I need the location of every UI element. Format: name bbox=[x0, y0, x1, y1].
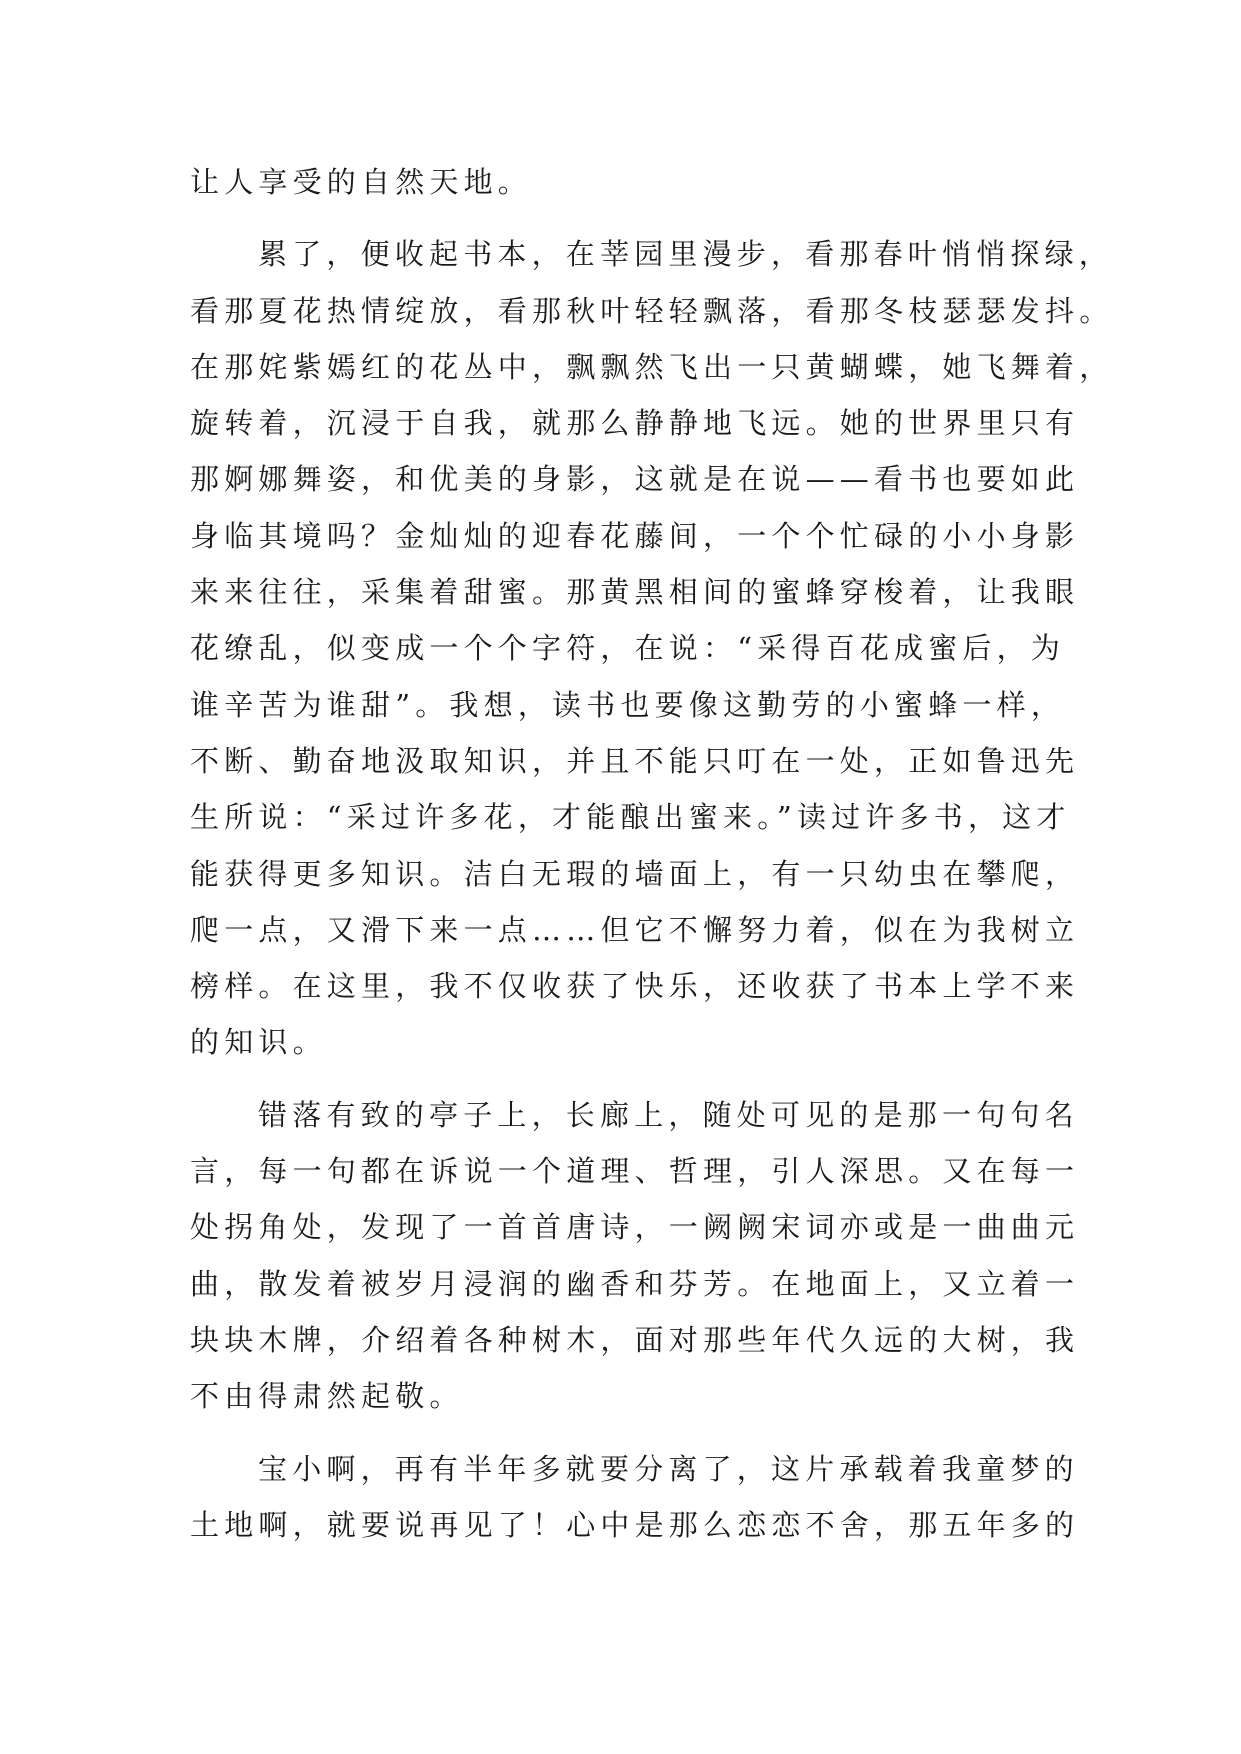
text-line: 花缭乱，似变成一个个字符，在说：“采得百花成蜜后，为 bbox=[190, 631, 1066, 666]
text-line: 谁辛苦为谁甜”。我想，读书也要像这勤劳的小蜜蜂一样， bbox=[190, 687, 1066, 722]
paragraph bbox=[190, 1087, 1080, 1425]
text-line: 榜样。在这里，我不仅收获了快乐，还收获了书本上学不来 bbox=[190, 969, 1080, 1004]
text-line: 爬一点，又滑下来一点……但它不懈努力着，似在为我树立 bbox=[190, 912, 1080, 947]
text-line: 宝小啊，再有半年多就要分离了，这片承载着我童梦的 bbox=[258, 1451, 1079, 1486]
text-line: 看那夏花热情绽放，看那秋叶轻轻飘落，看那冬枝瑟瑟发抖。 bbox=[190, 293, 1114, 328]
text-line: 身临其境吗？金灿灿的迎春花藤间，一个个忙碌的小小身影 bbox=[190, 518, 1080, 553]
text-line: 来来往往，采集着甜蜜。那黄黑相间的蜜蜂穿梭着，让我眼 bbox=[190, 575, 1080, 610]
paragraph bbox=[190, 226, 1114, 1070]
text-line: 能获得更多知识。洁白无瑕的墙面上，有一只幼虫在攀爬， bbox=[190, 856, 1080, 891]
text-line: 生所说：“采过许多花，才能酿出蜜来。”读过许多书，这才 bbox=[190, 800, 1071, 835]
text-line: 曲，散发着被岁月浸润的幽香和芬芳。在地面上，又立着一 bbox=[190, 1266, 1080, 1301]
text-line: 累了，便收起书本，在莘园里漫步，看那春叶悄悄探绿， bbox=[258, 237, 1114, 272]
text-line: 处拐角处，发现了一首首唐诗，一阙阙宋词亦或是一曲曲元 bbox=[190, 1210, 1080, 1245]
text-line: 让人享受的自然天地。 bbox=[190, 165, 533, 199]
text-line: 在那姹紫嫣红的花丛中，飘飘然飞出一只黄蝴蝶，她飞舞着， bbox=[190, 349, 1114, 384]
text-line: 的知识。 bbox=[190, 1025, 327, 1060]
text-line: 那婀娜舞姿，和优美的身影，这就是在说——看书也要如此 bbox=[190, 462, 1080, 497]
text-line: 旋转着，沉浸于自我，就那么静静地飞远。她的世界里只有 bbox=[190, 406, 1080, 441]
text-line: 块块木牌，介绍着各种树木，面对那些年代久远的大树，我 bbox=[190, 1322, 1080, 1357]
text-line: 错落有致的亭子上，长廊上，随处可见的是那一句句名 bbox=[258, 1097, 1079, 1132]
text-line: 土地啊，就要说再见了！心中是那么恋恋不舍，那五年多的 bbox=[190, 1507, 1080, 1542]
paragraph bbox=[190, 154, 1060, 210]
document-page bbox=[190, 154, 1114, 1553]
text-line: 不断、勤奋地汲取知识，并且不能只叮在一处，正如鲁迅先 bbox=[190, 743, 1080, 778]
text-line: 不由得肃然起敬。 bbox=[190, 1379, 464, 1414]
paragraph bbox=[190, 1441, 1080, 1554]
text-line: 言，每一句都在诉说一个道理、哲理，引人深思。又在每一 bbox=[190, 1154, 1080, 1189]
